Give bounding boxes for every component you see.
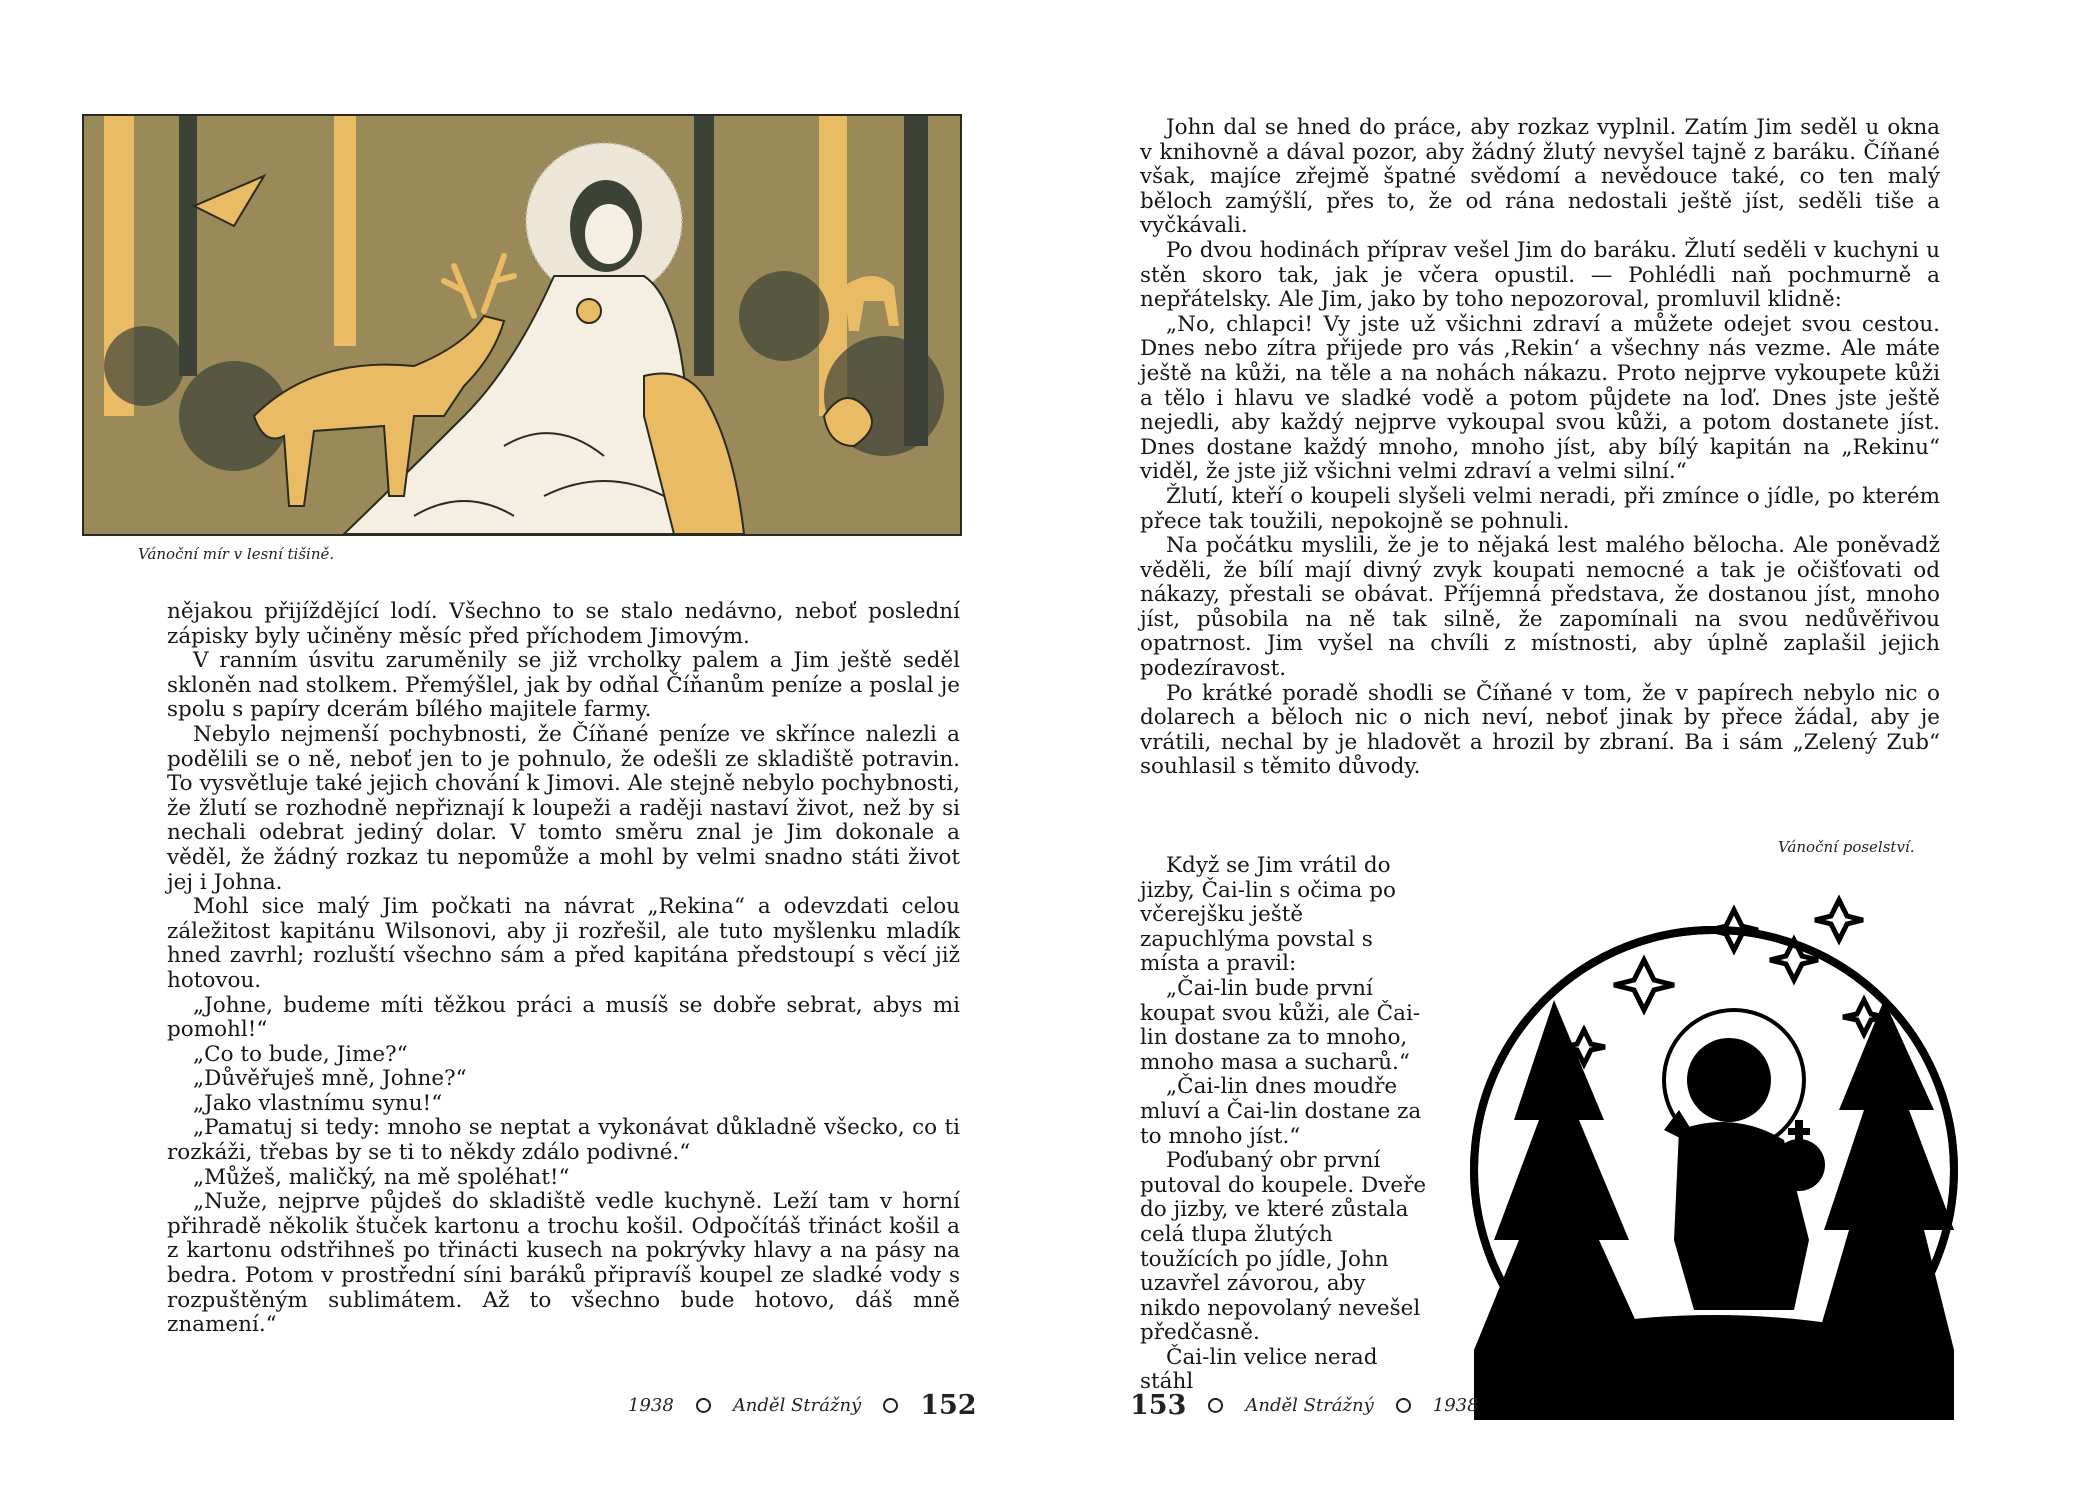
illustration-caption: Vánoční mír v lesní tišině. xyxy=(138,545,335,563)
page-number: 152 xyxy=(920,1390,977,1421)
paragraph: nějakou přijíždějící lodí. Všechno to se stalo nedávno, neboť poslední zápisky byly učiněny měsíc před příchodem Jimovým. xyxy=(167,599,960,649)
forest-illustration xyxy=(82,114,962,536)
paragraph: Nebylo nejmenší pochybnosti, že Číňané peníze ve skřínce nalezli a podělili se o ně, neboť jen to je pohnulo, že odešli ze skladiště potravin. To vysvětluje také jejich chování k Jimovi. Ale stejně nebylo pochybnosti, že žlutí se rozhodně nepřiznají k loupeži a raději nastaví život, než by si nechali odebrat jediný dolar. V tomto směru znal je Jim dokonale a věděl, že žádný rozkaz tu nepomůže a mohl by velmi snadno státi život jej i Johna. xyxy=(167,721,960,895)
paragraph: Po dvou hodinách příprav vešel Jim do baráku. Žlutí seděli v kuchyni u stěn skoro tak, jak je včera opustil. — Pohlédli naň pochmurně a nepřátelsky. Ale Jim, jako by toho nepozoroval, promluvil klidně: xyxy=(1140,237,1940,313)
paragraph: Na počátku myslili, že je to nějaká lest malého bělocha. Ale poněvadž věděli, že bílí mají divný zvyk koupati nemocné a tak je očišťovati od nákazy, přestali se obávat. Příjemná představa, že dostanou jíst, mnoho jíst, působila na ně tak silně, že zapomínali na svou nedůvěřivou opatrnost. Jim vyšel na chvíli z místnosti, aby úplně zaplašil jejich podezíravost. xyxy=(1140,533,1940,682)
paragraph: Poďubaný obr první putoval do koupele. Dveře do jizby, ve které zůstala celá tlupa žlutých toužících po jídle, John uzavřel závorou, aby nikdo nepovolaný nevešel předčasně. xyxy=(1140,1148,1427,1346)
paragraph: „Důvěřuješ mně, Johne?“ xyxy=(193,1066,467,1092)
paragraph: Čai-lin velice nerad stáhl xyxy=(1140,1344,1378,1395)
footer-title: Anděl Strážný xyxy=(732,1395,862,1416)
left-page-footer xyxy=(628,1390,977,1421)
paragraph: „Můžeš, maličký, na mě spoléhat!“ xyxy=(193,1164,570,1190)
paragraph: „Johne, budeme míti těžkou práci a musíš se dobře sebrat, abys mi pomohl!“ xyxy=(167,992,960,1043)
page-number: 153 xyxy=(1130,1390,1187,1421)
right-narrow-column xyxy=(1140,854,1430,1395)
paragraph: „Pamatuj si tedy: mnoho se neptat a vykonávat důkladně všecko, co ti rozkáži, třebas by se ti to někdy zdálo podivné.“ xyxy=(167,1115,960,1166)
paragraph: Žlutí, kteří o koupeli slyšeli velmi neradi, při zmínce o jídle, po kterém přece tak toužili, nepokojně se pohnuli. xyxy=(1140,483,1940,534)
paragraph: John dal se hned do práce, aby rozkaz vyplnil. Zatím Jim seděl u okna v knihovně a dával pozor, aby žádný žlutý nevyšel tajně z baráku. Číňané však, majíce zřejmě špatné svědomí a nevědouce také, co ten malý běloch zamýšlí, přes to, že od rána nedostali ještě jíst, seděli tiše a vyčkávali. xyxy=(1140,115,1940,239)
footer-year: 1938 xyxy=(1432,1395,1479,1416)
footer-title: Anděl Strážný xyxy=(1245,1395,1374,1416)
circle-ornament-icon xyxy=(1396,1398,1411,1413)
left-text-column xyxy=(167,600,960,1338)
footer-year: 1938 xyxy=(628,1395,674,1416)
right-text-column xyxy=(1140,116,1940,780)
circle-ornament-icon xyxy=(696,1398,711,1413)
paragraph: Po krátké poradě shodli se Číňané v tom, že v papírech nebylo nic o dolarech a běloch nic o nich neví, neboť jinak by přece žádal, aby je vrátili, nechal by je hladovět a hrozil by zbraní. Ba i sám „Zelený Zub“ souhlasil s těmito důvody. xyxy=(1140,680,1940,780)
silhouette-caption: Vánoční poselství. xyxy=(1778,838,1915,856)
paragraph: Když se Jim vrátil do jizby, Čai-lin s očima po včerejšku ještě zapuchlýma povstal s místa a pravil: xyxy=(1140,853,1396,977)
paragraph: „Čai-lin dnes moudře mluví a Čai-lin dostane za to mnoho jíst.“ xyxy=(1140,1074,1422,1149)
paragraph: „Nuže, nejprve půjdeš do skladiště vedle kuchyně. Leží tam v horní přihradě několik štuček kartonu a trochu košil. Odpočítáš třináct košil a z kartonu odstřihneš po třinácti kusech na pokrývky hlavy a na pásy na bedra. Potom v prostřední síni baráků připravíš koupel ze sladké vody s rozpuštěným sublimátem. Až to všechno bude hotovo, dáš mně znamení.“ xyxy=(167,1189,960,1338)
paragraph: „Jako vlastnímu synu!“ xyxy=(193,1090,443,1116)
circle-ornament-icon xyxy=(883,1398,898,1413)
paragraph: V ranním úsvitu zaruměnily se již vrcholky palem a Jim ještě seděl skloněn nad stolkem. Přemýšlel, jak by odňal Číňanům peníze a poslal je spolu s papíry dcerám bílého majitele farmy. xyxy=(167,648,960,723)
paragraph: Mohl sice malý Jim počkati na návrat „Rekina“ a odevzdati celou záležitost kapitánu Wilsonovi, aby ji rozřešil, ale tuto myšlenku mladík hned zavrhl; rozluští všechno sám a před kapitána předstoupí s věcí již hotovou. xyxy=(167,894,960,993)
christmas-silhouette-illustration xyxy=(1464,880,1964,1420)
paragraph: „Co to bude, Jime?“ xyxy=(193,1041,408,1067)
right-page-footer xyxy=(1130,1390,1479,1421)
paragraph: „Čai-lin bude první koupat svou kůži, ale Čai-lin dostane za to mnoho, mnoho masa a sucharů.“ xyxy=(1140,975,1421,1075)
paragraph: „No, chlapci! Vy jste už všichni zdraví a můžete odejet svou cestou. Dnes nebo zítra přijede pro vás ‚Rekin‘ a všechny nás vezme. Ale máte ještě na kůži, na těle a na nohách nákazu. Proto nejprve vykoupete kůži a tělo i hlavu ve sladké vodě a potom půjdete na loď. Dnes jste ještě nejedli, aby každý nejprve vykoupal svou kůži, a potom dostanete jíst. Dnes dostane každý mnoho, mnoho jíst, aby bílý kapitán na „Rekinu“ viděl, že jste již všichni velmi zdraví a velmi silní.“ xyxy=(1140,311,1940,485)
circle-ornament-icon xyxy=(1208,1398,1223,1413)
